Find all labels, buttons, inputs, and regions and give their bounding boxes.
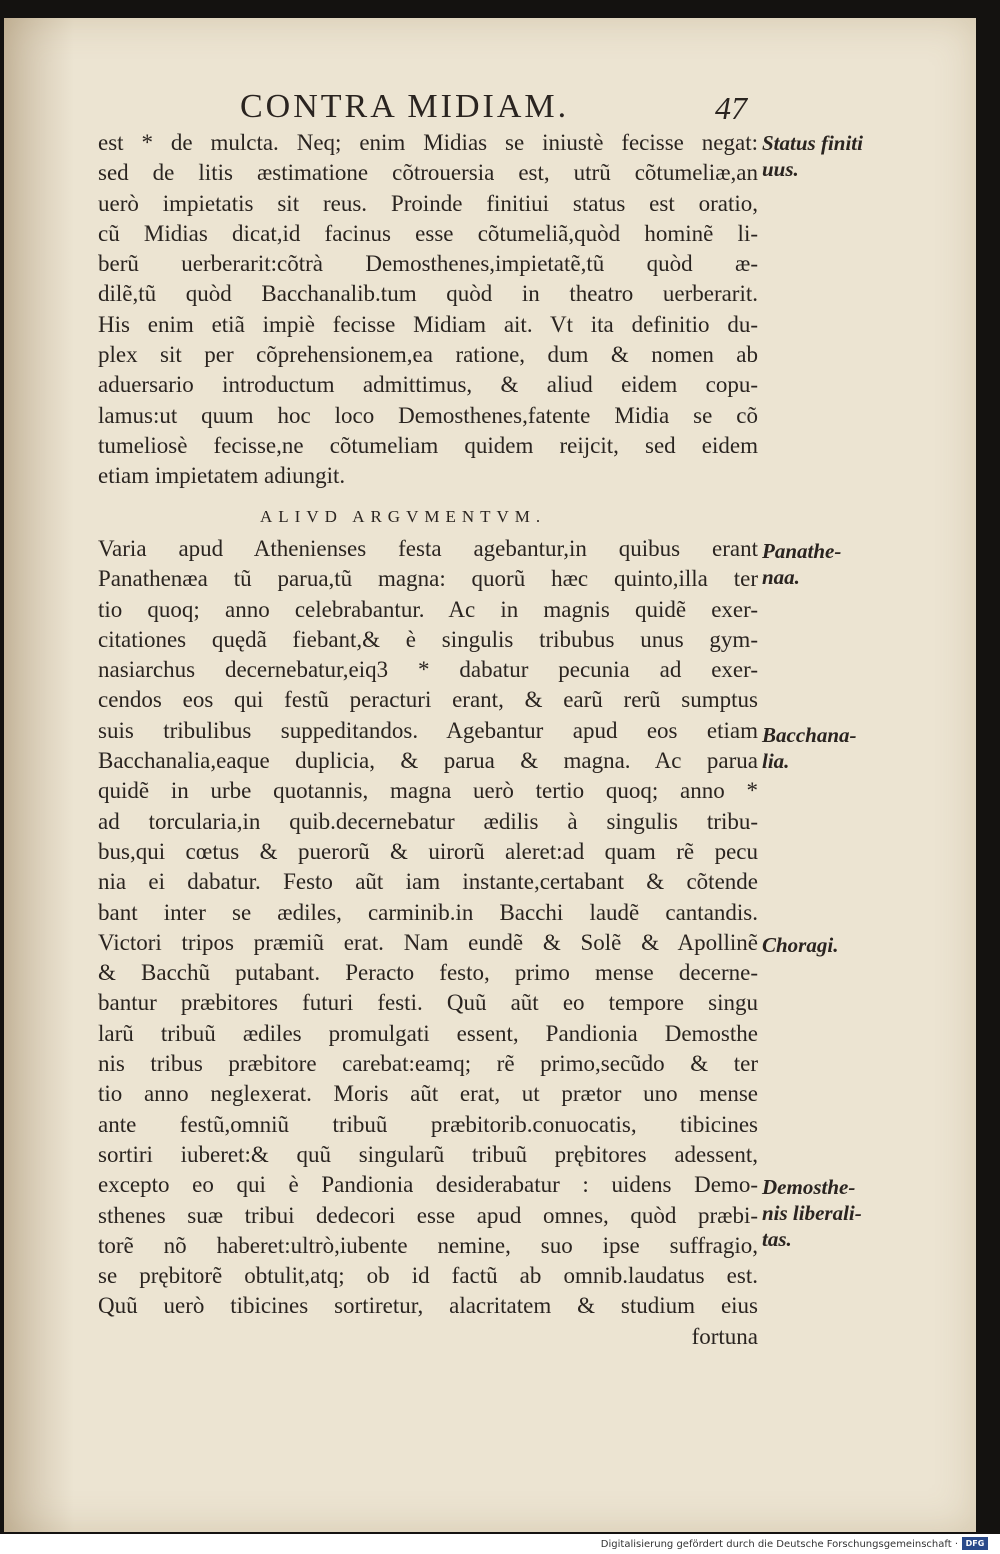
marginal-line: Status finiti [762, 131, 863, 155]
text-line: nia ei dabatur. Festo aũt iam instante,certabant & cõtende [98, 869, 758, 895]
text-line: citationes quędã fiebant,& è singulis tribubus unus gym- [98, 626, 758, 652]
text-line: tio anno neglexerat. Moris aũt erat, ut prætor uno mense [98, 1081, 758, 1107]
section-heading: ALIVD ARGVMENTVM. [260, 507, 547, 526]
marginal-line: lia. [762, 749, 790, 773]
text-line: plex sit per cõprehensionem,ea ratione, dum & nomen ab [98, 342, 758, 368]
text-line: ante festũ,omniũ tribuũ præbitorib.conuocatis, tibicines [98, 1111, 758, 1137]
text-line: se prębitorẽ obtulit,atq; ob id factũ ab omnib.laudatus est. [98, 1263, 758, 1289]
marginal-line: nis liberali- [762, 1201, 862, 1225]
text-line: Panathenæa tũ parua,tũ magna: quorũ hæc quinto,illa ter [98, 566, 758, 592]
marginal-note-demosthenes [762, 1174, 882, 1252]
text-line: dilẽ,tũ quòd Bacchanalib.tum quòd in theatro uerberarit. [98, 281, 758, 307]
marginal-line: uus. [762, 157, 799, 181]
text-line: aduersario introductum admittimus, & aliud eidem copu- [98, 372, 758, 398]
text-line: Victori tripos præmiũ erat. Nam eundẽ & Solẽ & Apollinẽ [98, 929, 758, 955]
marginal-note-bacchanalia [762, 722, 882, 774]
text-line: lamus:ut quum hoc loco Demosthenes,fatente Midia se cõ [98, 402, 758, 428]
marginal-note-status [762, 130, 882, 182]
catchword: fortuna [691, 1323, 758, 1349]
text-line: cũ Midias dicat,id facinus esse cõtumeliã,quòd hominẽ li- [98, 220, 758, 246]
text-line: sthenes suæ tribui dedecori esse apud omnes, quòd præbi- [98, 1202, 758, 1228]
text-line: nasiarchus decernebatur,eiq3 * dabatur pecunia ad exer- [98, 657, 758, 683]
text-line: Varia apud Athenienses festa agebantur,in quibus erant [98, 536, 758, 561]
dfg-logo: DFG [962, 1537, 988, 1550]
text-line: tio quoq; anno celebrabantur. Ac in magnis quidẽ exer- [98, 596, 758, 622]
marginal-note-panathenaea [762, 538, 882, 590]
text-line: quidẽ in urbe quotannis, magna uerò tertio quoq; anno * [98, 778, 758, 804]
text-line: His enim etiã impiè fecisse Midiam ait. Vt ita definitio du- [98, 311, 758, 337]
page-number: 47 [715, 90, 747, 126]
text-line: Bacchanalia,eaque duplicia, & parua & magna. Ac parua [98, 748, 758, 774]
marginal-line: Choragi. [762, 933, 839, 957]
text-line: berũ uerberarit:cõtrà Demosthenes,impietatẽ,tũ quòd æ- [98, 251, 758, 277]
text-line: sortiri iuberet:& quũ singularũ tribuũ prębitores adessent, [98, 1141, 758, 1167]
marginal-line: tas. [762, 1227, 792, 1251]
marginal-line: Demosthe- [762, 1175, 856, 1199]
text-line: excepto eo qui è Pandionia desiderabatur : uidens Demo- [98, 1172, 758, 1198]
text-line: tumeliosè fecisse,ne cõtumeliam quidem reijcit, sed eidem [98, 432, 758, 458]
text-line: larũ tribuũ ædiles promulgati essent, Pandionia Demosthe [98, 1020, 758, 1046]
text-line: cendos eos qui festũ peracturi erant, & earũ rerũ sumptus [98, 687, 758, 713]
text-line: bus,qui cœtus & puerorũ & uirorũ aleret:ad quam rẽ pecu [98, 838, 758, 864]
running-head: CONTRA MIDIAM. [240, 88, 570, 125]
text-line: sed de litis æstimatione cõtrouersia est, utrũ cõtumeliæ,an [98, 160, 758, 186]
text-line: suis tribulibus suppeditandos. Agebantur apud eos etiam [98, 717, 758, 743]
text-line: bant inter se ædiles, carminib.in Bacchi laudẽ cantandis. [98, 899, 758, 925]
marginal-note-choragi [762, 932, 882, 958]
page-gutter-shadow [4, 18, 74, 1532]
argument-paragraph-1 [98, 128, 758, 492]
text-line: ad torcularia,in quib.decernebatur ædilis à singulis tribu- [98, 808, 758, 834]
text-line: etiam impietatem adiungit. [98, 463, 346, 489]
marginal-line: Bacchana- [762, 723, 857, 747]
argument-paragraph-2 [98, 534, 758, 1352]
text-line: & Bacchũ putabant. Peracto festo, primo mense decerne- [98, 960, 758, 986]
text-line: est * de mulcta. Neq; enim Midias se iniustè fecisse negat: [98, 130, 758, 155]
funding-credit: Digitalisierung gefördert durch die Deutsche Forschungsgemeinschaft · [600, 1539, 958, 1550]
text-line: torẽ nõ haberet:ultrò,iubente nemine, suo ipse suffragio, [98, 1232, 758, 1258]
marginal-line: Panathe- [762, 539, 842, 563]
text-line: bantur præbitores futuri festi. Quũ aũt eo tempore singu [98, 990, 758, 1016]
text-line: uerò impietatis sit reus. Proinde finitiui status est oratio, [98, 190, 758, 216]
marginal-line: naa. [762, 565, 800, 589]
text-line: nis tribus præbitore carebat:eamq; rẽ primo,secũdo & ter [98, 1051, 758, 1077]
text-line: Quũ uerò tibicines sortiretur, alacritatem & studium eius [98, 1293, 758, 1319]
